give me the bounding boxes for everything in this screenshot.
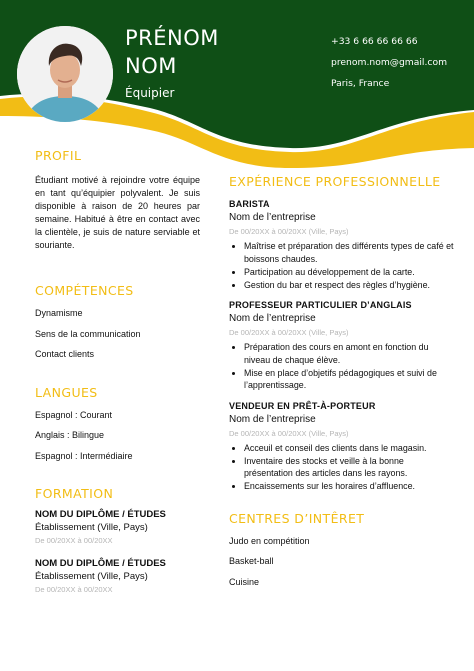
skills-list: [35, 307, 200, 369]
job-tasks: [229, 442, 454, 493]
contact-info: [331, 36, 447, 99]
education-item: [35, 558, 200, 594]
task-item: • Encaissements sur les horaires d’affluence.: [244, 480, 454, 493]
job-entry: [229, 199, 454, 291]
task-item: • Préparation des cours en amont en fonction du niveau de chaque élève.: [244, 341, 454, 366]
contact-phone: +33 6 66 66 66 66: [331, 36, 418, 47]
interests-section: [229, 511, 454, 597]
interest-item: Judo en compétition: [229, 535, 310, 546]
education-section: [35, 486, 200, 594]
task-item: • Acceuil et conseil des clients dans le magasin.: [244, 442, 454, 455]
profile-photo: [17, 26, 113, 122]
task-item: • Inventaire des stocks et veille à la bonne présentation des articles dans les rayons.: [244, 455, 454, 480]
experience-title: EXPÉRIENCE PROFESSIONNELLE: [229, 174, 441, 189]
education-dates: De 00/20XX à 00/20XX: [35, 585, 113, 594]
contact-location: Paris, France: [331, 78, 390, 89]
skills-title: COMPÉTENCES: [35, 283, 134, 298]
job-dates: De 00/20XX à 00/20XX (Ville, Pays): [229, 227, 349, 236]
task-item: • Mise en place d’objetifs pédagogiques et suivi de l’apprentissage.: [244, 367, 454, 392]
job-tasks: [229, 240, 454, 291]
job-title: Équipier: [125, 86, 175, 100]
languages-section: [35, 385, 200, 471]
profile-title: PROFIL: [35, 148, 82, 163]
languages-list: [35, 409, 200, 471]
language-item: Espagnol : Intermédiaire: [35, 450, 133, 461]
skill-item: Dynamisme: [35, 308, 83, 318]
skills-section: [35, 283, 200, 369]
interests-list: [229, 535, 454, 597]
experience-section: [229, 174, 454, 493]
job-tasks: [229, 341, 454, 392]
job-role: PROFESSEUR PARTICULIER D’ANGLAIS: [229, 300, 412, 310]
job-dates: De 00/20XX à 00/20XX (Ville, Pays): [229, 328, 349, 337]
person-photo-icon: [17, 26, 113, 122]
name-block: [125, 24, 219, 100]
job-company: Nom de l’entreprise: [229, 413, 316, 425]
skill-item: Sens de la communication: [35, 328, 141, 339]
job-role: BARISTA: [229, 199, 270, 209]
job-role: VENDEUR EN PRÊT-À-PORTEUR: [229, 400, 376, 411]
institution: Établissement (Ville, Pays): [35, 571, 148, 582]
profile-text: Étudiant motivé à rejoindre votre équipe en tant qu’équipier polyvalent. Je suis disponible à raison de 20 heures par semaine. Habitué à être en contact avec la clientèle, je suis de nature serviable et souriante.: [35, 175, 200, 250]
language-item: Espagnol : Courant: [35, 409, 113, 420]
job-dates: De 00/20XX à 00/20XX (Ville, Pays): [229, 428, 349, 438]
left-column: [35, 148, 200, 594]
education-title: FORMATION: [35, 486, 114, 501]
skill-item: Contact clients: [35, 349, 95, 359]
task-item: • Gestion du bar et respect des règles d’hygiène.: [244, 279, 454, 292]
task-item: • Participation au développement de la carte.: [244, 266, 454, 279]
contact-email: prenom.nom@gmail.com: [331, 57, 448, 68]
interest-item: Basket-ball: [229, 556, 274, 566]
degree-name: NOM DU DIPLÔME / ÉTUDES: [35, 509, 166, 520]
right-column: [229, 174, 454, 596]
job-company: Nom de l’entreprise: [229, 313, 316, 324]
last-name: NOM: [125, 54, 177, 78]
language-item: Anglais : Bilingue: [35, 430, 105, 440]
first-name: PRÉNOM: [125, 26, 219, 50]
degree-name: NOM DU DIPLÔME / ÉTUDES: [35, 558, 166, 569]
education-dates: De 00/20XX à 00/20XX: [35, 536, 113, 545]
job-entry: [229, 401, 454, 493]
interest-item: Cuisine: [229, 576, 260, 587]
interests-title: CENTRES D’INTÊRET: [229, 510, 365, 526]
job-company: Nom de l’entreprise: [229, 212, 316, 223]
job-entry: [229, 300, 454, 392]
education-item: [35, 509, 200, 545]
profile-section: [35, 148, 200, 252]
task-item: • Maîtrise et préparation des différents types de café et boissons chaudes.: [244, 240, 454, 265]
institution: Établissement (Ville, Pays): [35, 522, 148, 533]
languages-title: LANGUES: [35, 384, 98, 400]
